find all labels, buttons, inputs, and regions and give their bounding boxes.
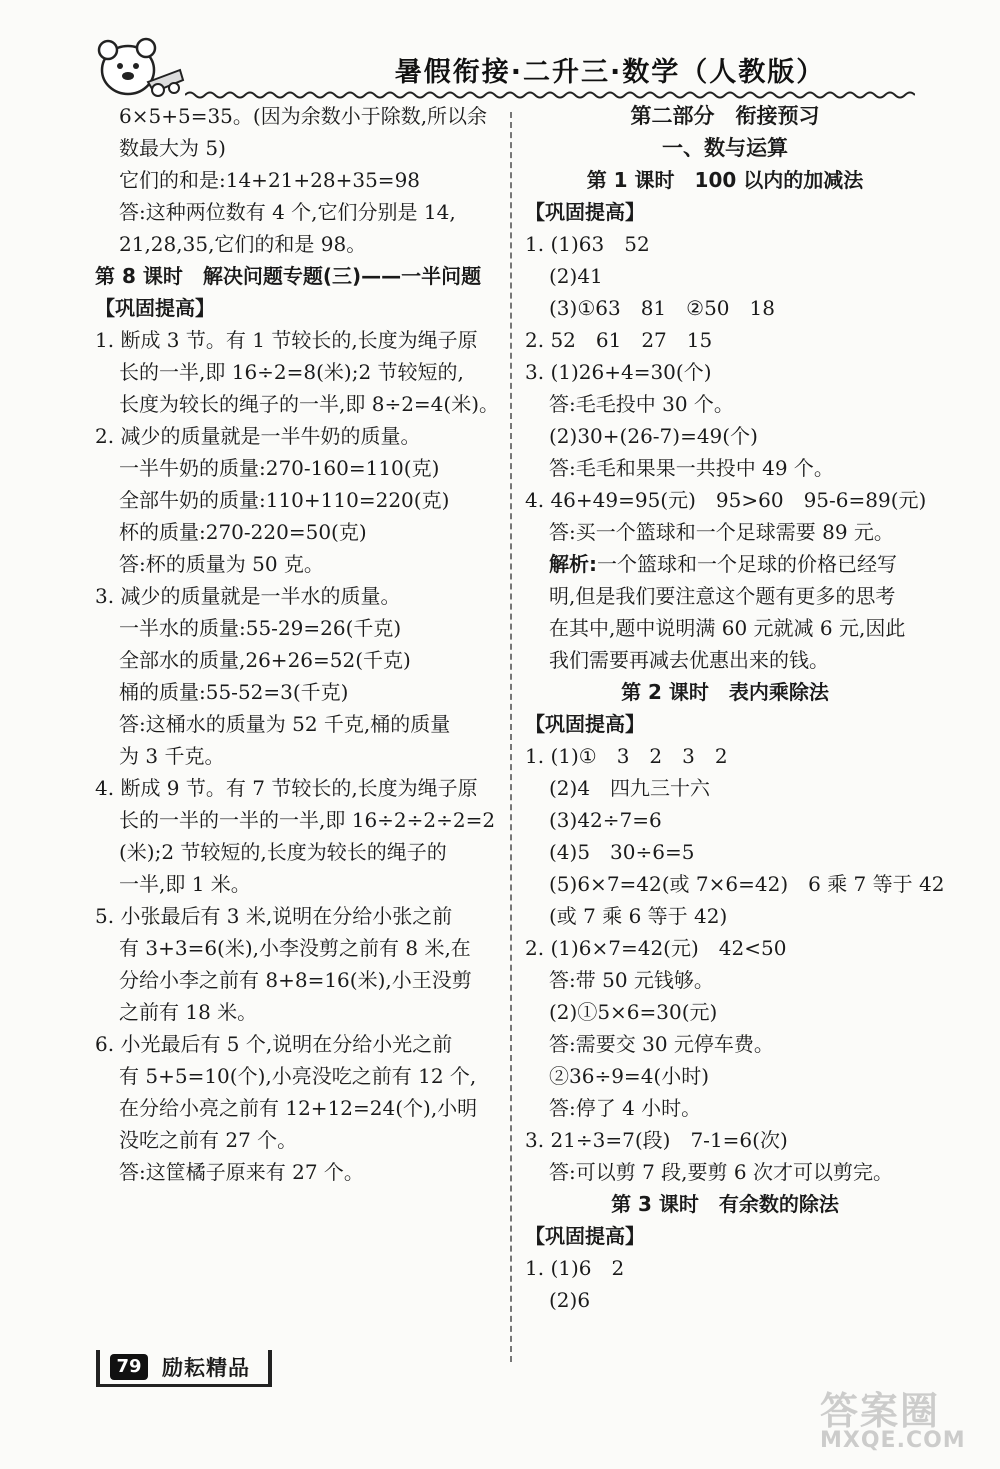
text-line: ②36÷9=4(小时) <box>549 1064 710 1088</box>
page-footer <box>90 1350 280 1390</box>
text-line: 3. 21÷3=7(段) 7-1=6(次) <box>525 1128 788 1152</box>
text-line: 在分给小亮之前有 12+12=24(个),小明 <box>119 1096 478 1120</box>
text-line: 一半牛奶的质量:270-160=110(克) <box>119 456 440 480</box>
text-line: 2. (1)6×7=42(元) 42<50 <box>525 936 787 960</box>
text-line: 第 8 课时 解决问题专题(三)——一半问题 <box>95 264 482 288</box>
text-line: 【巩固提高】 <box>525 1224 645 1248</box>
text-line: 一、数与运算 <box>662 136 788 160</box>
text-line: 长度为较长的绳子的一半,即 8÷2=4(米)。 <box>119 392 500 416</box>
text-line: 杯的质量:270-220=50(克) <box>119 520 367 544</box>
text-line: (或 7 乘 6 等于 42) <box>549 904 728 928</box>
text-line: (3)①63 81 ②50 18 <box>549 296 775 320</box>
text-line: 明,但是我们要注意这个题有更多的思考 <box>549 584 896 608</box>
text-line: 4. 断成 9 节。有 7 节较长的,长度为绳子原 <box>95 776 478 800</box>
text-line: 答:买一个篮球和一个足球需要 89 元。 <box>549 520 894 544</box>
text-line: 1. (1)63 52 <box>525 232 650 256</box>
bear-mascot-icon <box>88 30 188 102</box>
watermark-logo <box>800 1380 990 1460</box>
text-line: 3. 减少的质量就是一半水的质量。 <box>95 584 401 608</box>
text-line: 6×5+5=35。(因为余数小于除数,所以余 <box>119 104 488 128</box>
text-line: 第二部分 衔接预习 <box>630 104 820 128</box>
text-line: 答:杯的质量为 50 克。 <box>119 552 324 576</box>
text-line: (米);2 节较短的,长度为较长的绳子的 <box>119 840 447 864</box>
text-line: 答:停了 4 小时。 <box>549 1096 702 1120</box>
text-line: 【巩固提高】 <box>95 296 215 320</box>
watermark-text: 答案圈 <box>820 1389 941 1433</box>
text-line: 分给小李之前有 8+8=16(米),小王没剪 <box>119 968 472 992</box>
text-line: 一半水的质量:55-29=26(千克) <box>119 616 402 640</box>
text-line: 一半,即 1 米。 <box>119 872 251 896</box>
text-line: 之前有 18 米。 <box>119 1000 258 1024</box>
text-line: (2)①5×6=30(元) <box>549 1000 718 1024</box>
text-line: 答:带 50 元钱够。 <box>549 968 714 992</box>
text-line: 数最大为 5) <box>119 136 226 160</box>
right-column <box>525 100 945 1316</box>
text-line: 答:需要交 30 元停车费。 <box>549 1032 774 1056</box>
header-wavy-rule <box>185 90 915 100</box>
column-divider <box>510 112 512 1362</box>
text-line: 5. 小张最后有 3 米,说明在分给小张之前 <box>95 904 453 928</box>
text-line: 答:毛毛投中 30 个。 <box>549 392 734 416</box>
text-line: (2)6 <box>549 1288 591 1312</box>
page-number: 79 <box>110 1354 148 1380</box>
label-prefix: 解析: <box>549 552 597 576</box>
text-line: 全部牛奶的质量:110+110=220(克) <box>119 488 450 512</box>
text-line: (2)4 四九三十六 <box>549 776 711 800</box>
text-line: 6. 小光最后有 5 个,说明在分给小光之前 <box>95 1032 453 1056</box>
text-line: 有 5+5=10(个),小亮没吃之前有 12 个, <box>119 1064 477 1088</box>
text-line: 1. (1)① 3 2 3 2 <box>525 744 728 768</box>
text-line: 我们需要再减去优惠出来的钱。 <box>549 648 829 672</box>
text-line: 【巩固提高】 <box>525 200 645 224</box>
line-text: 一个篮球和一个足球的价格已经写 <box>597 552 897 576</box>
text-line: 没吃之前有 27 个。 <box>119 1128 298 1152</box>
header-title: 暑假衔接·二升三·数学（人教版） <box>394 57 826 88</box>
footer-bar-left <box>96 1350 100 1386</box>
text-line: 答:这桶水的质量为 52 千克,桶的质量 <box>119 712 451 736</box>
text-line: 2. 52 61 27 15 <box>525 328 713 352</box>
left-column <box>95 100 500 1188</box>
footer-bar-right <box>268 1350 272 1386</box>
text-line: (2)41 <box>549 264 603 288</box>
text-line <box>525 548 925 580</box>
text-line: 3. (1)26+4=30(个) <box>525 360 712 384</box>
text-line: 4. 46+49=95(元) 95>60 95-6=89(元) <box>525 488 927 512</box>
text-line: 第 3 课时 有余数的除法 <box>611 1192 839 1216</box>
page-header <box>0 0 1000 110</box>
text-line: 2. 减少的质量就是一半牛奶的质量。 <box>95 424 421 448</box>
text-line: 长的一半,即 16÷2=8(米);2 节较短的, <box>119 360 464 384</box>
text-line: 桶的质量:55-52=3(千克) <box>119 680 349 704</box>
text-line: (4)5 30÷6=5 <box>549 840 695 864</box>
text-line: 有 3+3=6(米),小李没剪之前有 8 米,在 <box>119 936 471 960</box>
watermark-url: MXQE.COM <box>820 1428 966 1453</box>
text-line: 1. 断成 3 节。有 1 节较长的,长度为绳子原 <box>95 328 478 352</box>
text-line: 为 3 千克。 <box>119 744 225 768</box>
footer-brand: 励耘精品 <box>162 1356 250 1380</box>
text-line: 它们的和是:14+21+28+35=98 <box>119 168 421 192</box>
text-line: (3)42÷7=6 <box>549 808 662 832</box>
text-line: 第 1 课时 100 以内的加减法 <box>586 168 864 192</box>
text-line: 21,28,35,它们的和是 98。 <box>119 232 367 256</box>
text-line: (5)6×7=42(或 7×6=42) 6 乘 7 等于 42 <box>549 872 945 896</box>
footer-underline <box>96 1384 272 1387</box>
text-line: 在其中,题中说明满 60 元就减 6 元,因此 <box>549 616 906 640</box>
text-line: 【巩固提高】 <box>525 712 645 736</box>
text-line: 长的一半的一半的一半,即 16÷2÷2÷2=2 <box>119 808 496 832</box>
text-line: 答:这种两位数有 4 个,它们分别是 14, <box>119 200 456 224</box>
text-line: 答:毛毛和果果一共投中 49 个。 <box>549 456 834 480</box>
text-line: 1. (1)6 2 <box>525 1256 625 1280</box>
text-line: 答:这筐橘子原来有 27 个。 <box>119 1160 364 1184</box>
text-line: 第 2 课时 表内乘除法 <box>621 680 829 704</box>
text-line: 全部水的质量,26+26=52(千克) <box>119 648 411 672</box>
text-line: (2)30+(26-7)=49(个) <box>549 424 758 448</box>
text-line: 答:可以剪 7 段,要剪 6 次才可以剪完。 <box>549 1160 893 1184</box>
